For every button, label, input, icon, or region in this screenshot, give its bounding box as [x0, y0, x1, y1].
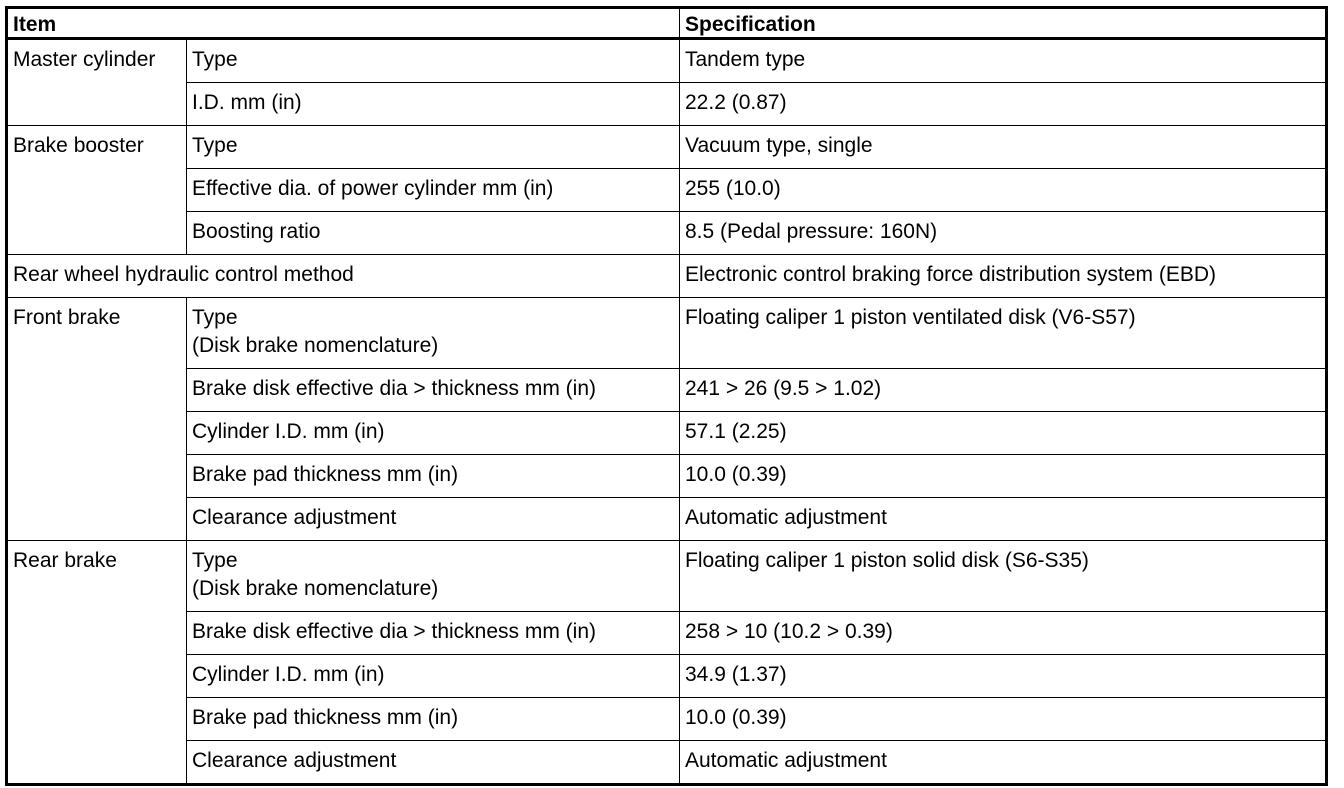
table-row	[7, 698, 1327, 741]
table-row	[7, 612, 1327, 655]
group-label: Front brake	[7, 298, 187, 541]
row-value: 255 (10.0)	[680, 169, 1327, 212]
table-row	[7, 541, 1327, 612]
table-row	[7, 655, 1327, 698]
row-value: 22.2 (0.87)	[680, 83, 1327, 126]
row-value: 57.1 (2.25)	[680, 412, 1327, 455]
row-value: 241 > 26 (9.5 > 1.02)	[680, 369, 1327, 412]
row-label: Effective dia. of power cylinder mm (in)	[187, 169, 680, 212]
table-row	[7, 83, 1327, 126]
group-label: Brake booster	[7, 126, 187, 255]
row-label	[187, 298, 680, 369]
table-row	[7, 455, 1327, 498]
row-value: Electronic control braking force distribution system (EBD)	[680, 255, 1327, 298]
row-value: Tandem type	[680, 39, 1327, 83]
spec-table	[5, 6, 1328, 786]
group-label: Rear wheel hydraulic control method	[7, 255, 680, 298]
header-specification: Specification	[680, 8, 1327, 39]
table-row	[7, 169, 1327, 212]
header-item: Item	[7, 8, 680, 39]
row-value: Automatic adjustment	[680, 741, 1327, 785]
table-row	[7, 39, 1327, 83]
table-row	[7, 126, 1327, 169]
table-row	[7, 369, 1327, 412]
header-row	[7, 8, 1327, 39]
row-label: Brake disk effective dia > thickness mm (in)	[187, 612, 680, 655]
row-label: I.D. mm (in)	[187, 83, 680, 126]
row-label: Type	[187, 39, 680, 83]
table-row	[7, 212, 1327, 255]
row-label: Cylinder I.D. mm (in)	[187, 412, 680, 455]
row-label: Cylinder I.D. mm (in)	[187, 655, 680, 698]
row-value: 34.9 (1.37)	[680, 655, 1327, 698]
row-value: Floating caliper 1 piston solid disk (S6-S35)	[680, 541, 1327, 612]
row-label: Clearance adjustment	[187, 498, 680, 541]
table-row	[7, 298, 1327, 369]
table-row	[7, 255, 1327, 298]
row-value: 8.5 (Pedal pressure: 160N)	[680, 212, 1327, 255]
group-label: Rear brake	[7, 541, 187, 785]
row-value: Floating caliper 1 piston ventilated disk (V6-S57)	[680, 298, 1327, 369]
row-label: Brake disk effective dia > thickness mm (in)	[187, 369, 680, 412]
row-value: 10.0 (0.39)	[680, 698, 1327, 741]
row-label-line: (Disk brake nomenclature)	[192, 334, 439, 357]
row-value: 258 > 10 (10.2 > 0.39)	[680, 612, 1327, 655]
row-label: Clearance adjustment	[187, 741, 680, 785]
row-label-line: Type	[192, 549, 238, 572]
table-row	[7, 412, 1327, 455]
table-row	[7, 741, 1327, 785]
row-value: Automatic adjustment	[680, 498, 1327, 541]
row-label: Brake pad thickness mm (in)	[187, 455, 680, 498]
group-label: Master cylinder	[7, 39, 187, 126]
row-label: Boosting ratio	[187, 212, 680, 255]
row-label: Brake pad thickness mm (in)	[187, 698, 680, 741]
row-label-line: (Disk brake nomenclature)	[192, 577, 439, 600]
row-value: 10.0 (0.39)	[680, 455, 1327, 498]
row-label: Type	[187, 126, 680, 169]
row-label	[187, 541, 680, 612]
row-value: Vacuum type, single	[680, 126, 1327, 169]
table-row	[7, 498, 1327, 541]
row-label-line: Type	[192, 306, 238, 329]
